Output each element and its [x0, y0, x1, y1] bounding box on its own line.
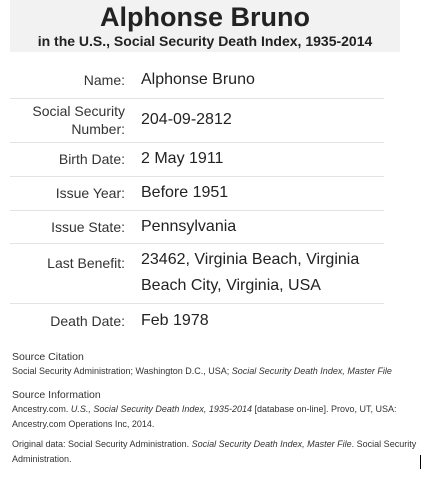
field-label: Death Date: — [50, 313, 125, 330]
field-value: Pennsylvania — [139, 210, 384, 243]
original-data-text — [12, 437, 422, 467]
table-row — [10, 243, 384, 303]
table-row — [10, 303, 384, 339]
orig-text-3: . Social Security Administration. — [12, 439, 417, 464]
info-text-2: U.S., Social Security Death Index, 1935-2014 — [70, 404, 252, 414]
table-row — [10, 210, 384, 243]
record-table — [10, 62, 384, 339]
source-citation-text — [12, 364, 422, 379]
field-label: Last Benefit: — [10, 243, 139, 303]
source-information-text — [12, 402, 422, 432]
source-citation-title: Source Citation — [12, 351, 84, 363]
collection-subtitle: in the U.S., Social Security Death Index, 1935-2014 — [37, 33, 373, 49]
table-row — [10, 62, 384, 98]
table-row — [10, 142, 384, 176]
field-value: Feb 1978 — [141, 312, 209, 330]
orig-text-1: Original data: Social Security Administration. — [12, 439, 192, 449]
original-data-section — [12, 437, 422, 467]
field-label: Social Security Number: — [10, 98, 139, 142]
text-cursor — [420, 455, 421, 469]
record-header — [10, 0, 400, 52]
citation-plain-text: Social Security Administration; Washington D.C., USA; — [12, 366, 232, 376]
field-value: Before 1951 — [139, 176, 384, 210]
field-label: Birth Date: — [10, 142, 139, 176]
info-text-1: Ancestry.com. — [12, 404, 71, 414]
source-information-section — [12, 388, 422, 432]
orig-text-2: Social Security Death Index, Master File — [191, 439, 352, 449]
table-row — [10, 176, 384, 210]
source-citation-section — [12, 350, 422, 379]
citation-italic-text: Social Security Death Index, Master File — [231, 366, 392, 376]
info-text-3: [database on-line]. Provo, UT, USA: Ancestry.com Operations Inc, 2014. — [12, 404, 397, 429]
field-value: Alphonse Bruno — [139, 62, 384, 98]
field-value: 204-09-2812 — [139, 98, 384, 142]
field-value: 2 May 1911 — [139, 142, 384, 176]
table-row — [10, 98, 384, 142]
field-label: Name: — [10, 62, 139, 98]
field-label: Issue State: — [10, 210, 139, 243]
source-information-title: Source Information — [12, 389, 101, 401]
field-value: 23462, Virginia Beach, Virginia Beach City, Virginia, USA — [139, 243, 384, 303]
person-name-heading: Alphonse Bruno — [100, 2, 310, 32]
field-label: Issue Year: — [10, 176, 139, 210]
